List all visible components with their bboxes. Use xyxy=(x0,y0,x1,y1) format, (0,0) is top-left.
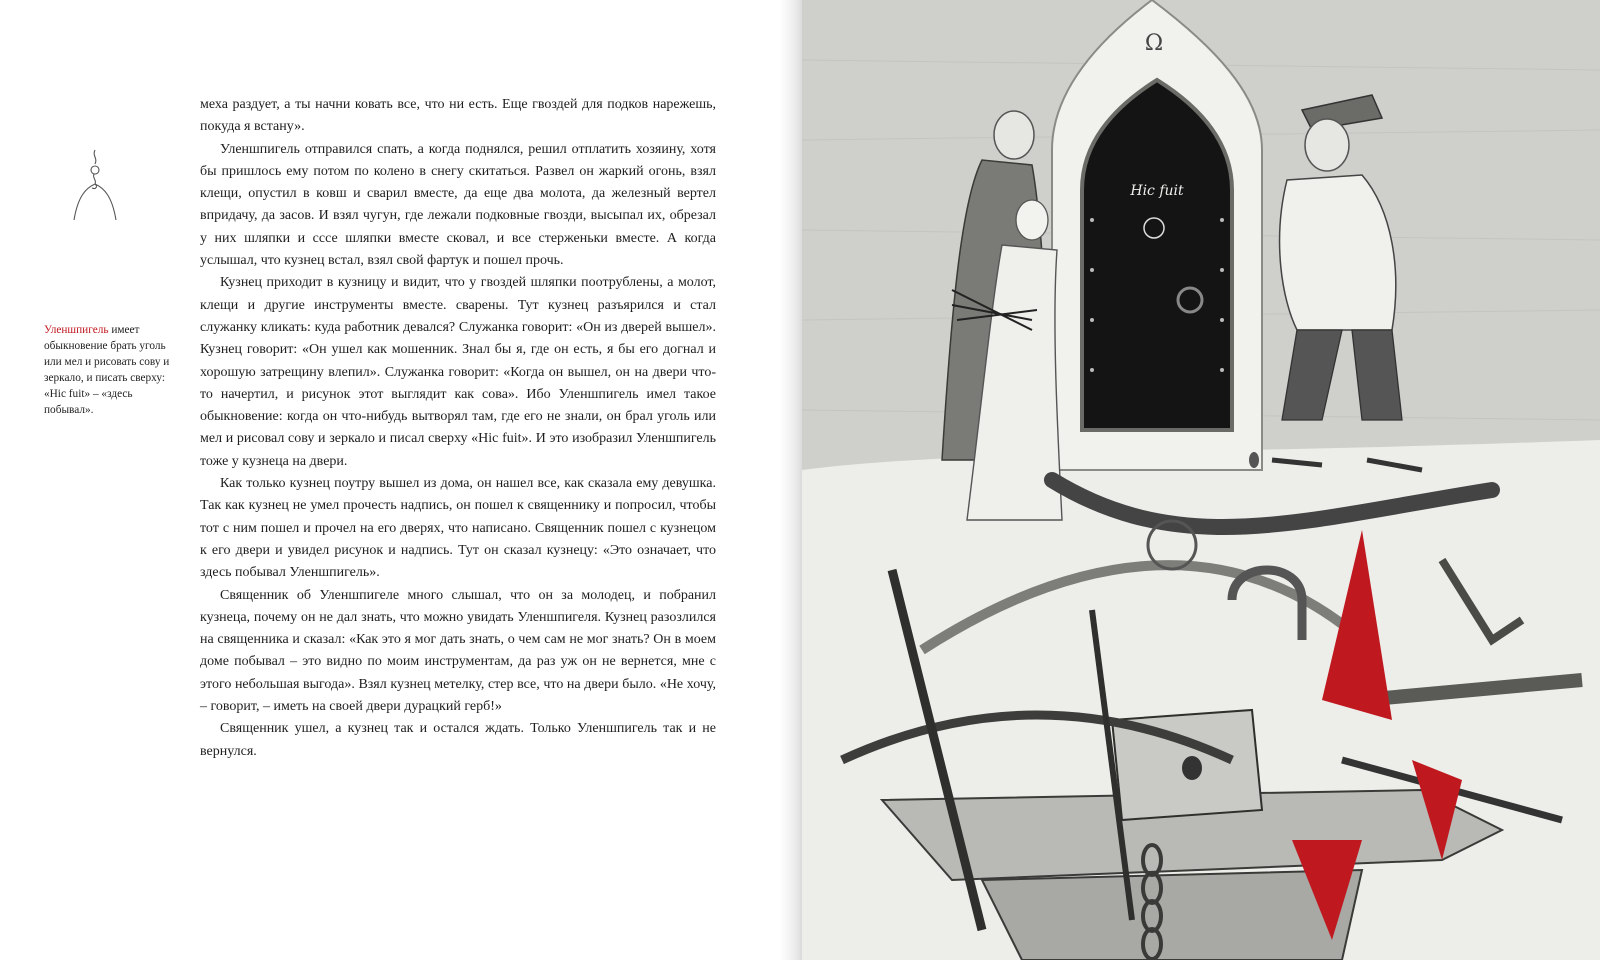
margin-note-highlight: Уленшпигель xyxy=(44,324,109,336)
margin-note-text: имеет обыкновение брать уголь или мел и рисовать сову и зеркало, и писать сверху: «Hic fuit» – «здесь побывал». xyxy=(44,324,170,417)
paragraph: меха раздует, а ты начни ковать все, что ни есть. Еще гвоздей для подков нарежешь, покуда я встану». xyxy=(200,97,716,135)
blacksmith-illustration xyxy=(802,0,1600,960)
illustration-page xyxy=(802,0,1600,960)
mouse-figure xyxy=(1249,452,1259,468)
paragraph: Священник об Уленшпигеле много слышал, что он за молодец, и побранил кузнеца, почему он не дал знать, что можно увидать Уленшпигеля. Кузнец разозлился на священника и сказал: «Как это я мог дать знать, о чем сам не мог знать? Он в моем доме побывал – это видно по моим инструментам, да раз уж он не вернется, мне с этого небольшая выгода». Взял кузнец метелку, стер все, что на двери было. «Не хочу, – говорит, – иметь на своей двери дурацкий герб!» xyxy=(200,587,716,715)
horseshoe-sign: Ω xyxy=(1144,31,1164,56)
paragraph: Кузнец приходит в кузницу и видит, что у гвоздей шляпки поотрублены, а молот, клещи и другие инструменты вместе. сварены. Тут кузнец разъярился и стал служанку кликать: куда работник девался? Служанка говорит: «Он из дверей вышел». Кузнец говорит: «Он ушел как мошенник. Знал бы я, где он есть, я бы его догнал и хорошую затрещину влепил». Служанка говорит: «Когда он вышел, он на двери что-то начертил, и рисунок этот выглядит как сова». Ибо Уленшпигель имел такое обыкновение: когда он что-нибудь вытворял там, где его не знали, он брал уголь или мел и рисовал сову и зеркало и писал сверху «Hic fuit». И это изобразил Уленшпигель тоже у кузнеца на двери. xyxy=(200,275,716,469)
paragraph: Священник ушел, а кузнец так и остался ждать. Только Уленшпигель так и не вернулся. xyxy=(200,721,716,759)
margin-note xyxy=(44,322,176,419)
door xyxy=(1082,80,1232,430)
paragraph: Как только кузнец поутру вышел из дома, он нашел все, как сказала ему девушка. Так как кузнец не умел прочесть надпись, он пошел к священнику и попросил, чтобы тот с ним пошел и прочел на его дверях, что написано. Священник пошел с кузнецом к его двери и увидел рисунок и надпись. Тут он сказал кузнецу: «Это означает, что здесь побывал Уленшпигель». xyxy=(200,476,716,581)
tongs-icon xyxy=(70,148,120,228)
door-inscription: Hic fuit xyxy=(1130,183,1184,199)
book-gutter xyxy=(780,0,802,960)
paragraph: Уленшпигель отправился спать, а когда поднялся, решил отплатить хозяину, хотя бы пришлось ему потом по колено в снегу скитаться. Развел он жаркий огонь, взял клещи, опустил в ковш и сварил вместе, да еще два молота, да железный вертел впридачу, да засов. И взял чугун, где лежали подковные гвозди, высыпал их, обрезал у них шляпки и сссе шляпки вместе сковал, и все стерженьки вместе. А когда услышал, что кузнец встал, взял свой фартук и пошел прочь. xyxy=(200,141,716,269)
main-text xyxy=(200,94,716,763)
